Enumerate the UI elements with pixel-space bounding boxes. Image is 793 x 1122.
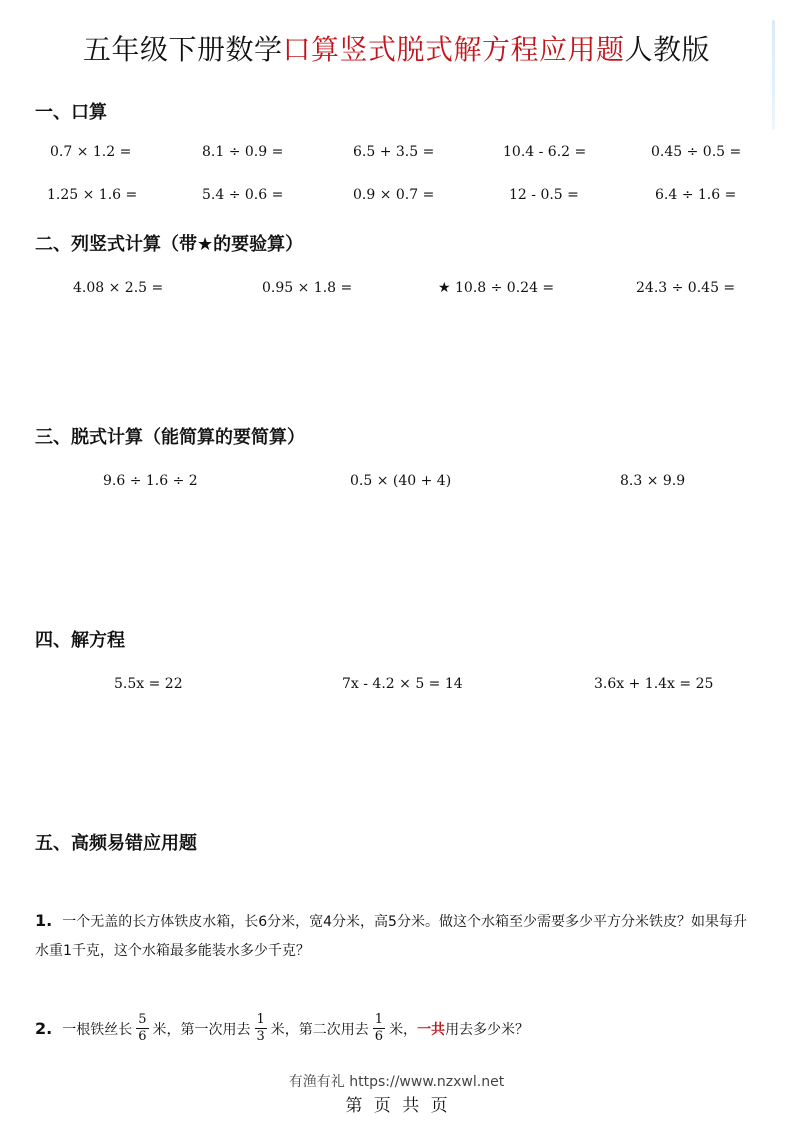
numerator: 1 — [374, 1012, 384, 1027]
title-part-1: 五年级下册数学 — [82, 33, 283, 66]
problem-number: 1. — [35, 911, 53, 930]
mental-item: 0.7 × 1.2 = — [50, 144, 132, 160]
stepwise-item: 8.3 × 9.9 — [620, 473, 686, 489]
mental-item: 12 - 0.5 = — [509, 187, 579, 203]
equation-item: 3.6x + 1.4x = 25 — [594, 676, 714, 692]
stepwise-item: 9.6 ÷ 1.6 ÷ 2 — [103, 473, 198, 489]
vertical-item: 0.95 × 1.8 = — [262, 280, 353, 296]
emphasis-text: 一共 — [417, 1021, 446, 1038]
watermark: 有渔有礼 https://www.nzxwl.net — [288, 1074, 505, 1090]
problem-text: 一根铁丝长 — [62, 1021, 133, 1038]
problem-number: 2. — [35, 1019, 53, 1038]
vertical-item: 24.3 ÷ 0.45 = — [636, 280, 736, 296]
mental-item: 0.45 ÷ 0.5 = — [651, 144, 742, 160]
section-heading-word-problems: 五、高频易错应用题 — [35, 833, 197, 854]
equation-item: 7x - 4.2 × 5 = 14 — [342, 676, 463, 692]
problem-text: 米， — [389, 1021, 418, 1038]
mental-item: 8.1 ÷ 0.9 = — [202, 144, 284, 160]
problem-text: 米，第二次用去 — [270, 1021, 369, 1038]
section-heading-mental-math: 一、口算 — [35, 102, 107, 123]
fraction — [255, 1012, 267, 1045]
section-heading-equations: 四、解方程 — [35, 630, 125, 651]
word-problem-1 — [35, 906, 760, 966]
problem-text: 一个无盖的长方体铁皮水箱，长6分米，宽4分米，高5分米。做这个水箱至少需要多少平方分米铁皮？如果每升水重1千克，这个水箱最多能装水多少千克？ — [35, 914, 747, 959]
mental-item: 0.9 × 0.7 = — [353, 187, 435, 203]
mental-item: 1.25 × 1.6 = — [47, 187, 138, 203]
numerator: 1 — [256, 1012, 265, 1027]
stepwise-item: 0.5 × (40 + 4) — [350, 473, 452, 489]
problem-text: 米，第一次用去 — [152, 1021, 251, 1038]
denominator: 6 — [138, 1029, 147, 1044]
vertical-item: ★ 10.8 ÷ 0.24 = — [438, 280, 555, 296]
mental-item: 6.5 + 3.5 = — [353, 144, 435, 160]
page-footer: 第 页 共 页 — [345, 1096, 448, 1116]
equation-item: 5.5x = 22 — [114, 676, 183, 692]
mental-item: 5.4 ÷ 0.6 = — [202, 187, 284, 203]
denominator: 6 — [374, 1029, 384, 1044]
section-heading-stepwise-calc: 三、脱式计算（能简算的要简算） — [35, 427, 305, 448]
fraction — [136, 1012, 148, 1045]
title-highlight: 口算竖式脱式解方程应用题 — [282, 33, 625, 66]
section-heading-vertical-calc: 二、列竖式计算（带★的要验算） — [35, 234, 304, 255]
vertical-item: 4.08 × 2.5 = — [73, 280, 164, 296]
problem-text: 用去多少米？ — [445, 1021, 530, 1038]
title-part-3: 人教版 — [624, 33, 711, 66]
denominator: 3 — [256, 1029, 265, 1044]
numerator: 5 — [138, 1012, 147, 1027]
page-title — [0, 28, 793, 68]
mental-item: 10.4 - 6.2 = — [503, 144, 587, 160]
mental-item: 6.4 ÷ 1.6 = — [655, 187, 737, 203]
fraction — [373, 1012, 385, 1045]
word-problem-2 — [35, 1012, 760, 1045]
